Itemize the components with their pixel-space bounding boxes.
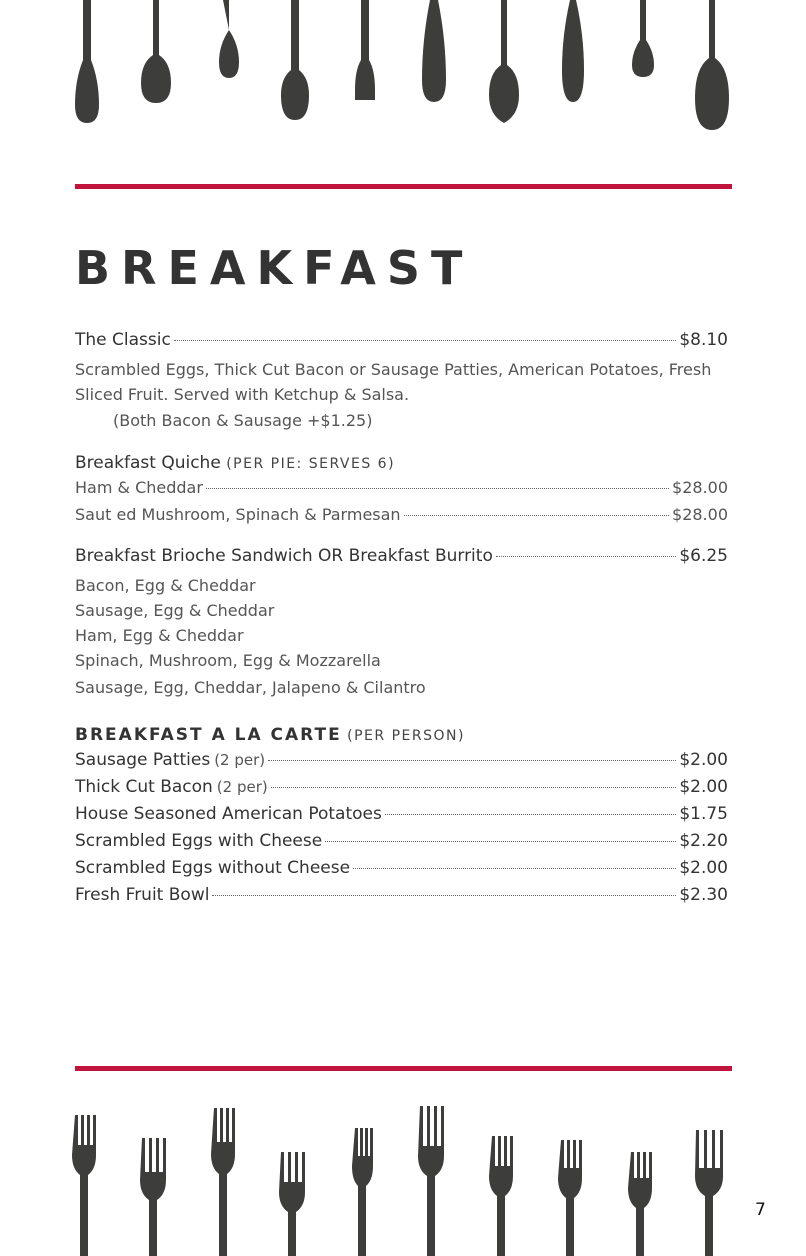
brioche-section [75, 546, 728, 703]
spoon-handle-icon [355, 0, 375, 100]
alacarte-section [75, 721, 728, 912]
spoon-handle-icon [75, 0, 99, 123]
leader-dots [268, 760, 676, 761]
spoon-handle-icon [422, 0, 446, 102]
section-heading [75, 449, 728, 478]
menu-item-alacarte-2 [75, 777, 728, 804]
spoon-handle-icon [489, 0, 519, 123]
item-price: $2.20 [679, 831, 728, 851]
menu-item-classic [75, 330, 728, 357]
spoon-handle-icon [562, 0, 584, 102]
fork-icon [628, 1152, 652, 1256]
forks-decoration [0, 1100, 806, 1256]
brioche-option: Sausage, Egg & Cheddar [75, 601, 275, 620]
item-name: Scrambled Eggs without Cheese [75, 858, 351, 878]
leader-dots [212, 895, 676, 896]
fork-icon [211, 1108, 235, 1256]
top-divider [75, 184, 732, 189]
fork-icon [558, 1140, 582, 1256]
heading-note: (PER PIE: SERVES 6) [226, 456, 396, 472]
menu-item-alacarte-3 [75, 804, 728, 831]
menu-item-alacarte-1 [75, 750, 728, 777]
fork-icon [279, 1152, 305, 1256]
brioche-option: Ham, Egg & Cheddar [75, 626, 244, 645]
fork-icon [140, 1138, 166, 1256]
item-price: $1.75 [679, 804, 728, 824]
heading-note: (PER PERSON) [347, 728, 465, 744]
spoon-handle-icon [141, 0, 171, 103]
spoon-handle-icon [632, 0, 654, 77]
item-name: Sausage Patties [75, 750, 211, 770]
menu-content [75, 330, 728, 926]
fork-icon [489, 1136, 513, 1256]
fork-icon [418, 1106, 444, 1256]
brioche-option: Bacon, Egg & Cheddar [75, 576, 256, 595]
menu-item-quiche-2 [75, 505, 728, 532]
item-note: (2 per) [216, 778, 268, 796]
leader-dots [404, 515, 669, 516]
item-name: Breakfast Brioche Sandwich OR Breakfast Burrito [75, 546, 493, 566]
quiche-section [75, 449, 728, 532]
item-note: (2 per) [214, 751, 266, 769]
fork-icon [72, 1115, 96, 1256]
item-name: Fresh Fruit Bowl [75, 885, 210, 905]
item-description: Scrambled Eggs, Thick Cut Bacon or Sausage Patties, American Potatoes, Fresh [75, 360, 712, 379]
leader-dots [174, 340, 677, 341]
item-name: Saut ed Mushroom, Spinach & Parmesan [75, 505, 401, 524]
item-name: The Classic [75, 330, 171, 350]
leader-dots [385, 814, 676, 815]
item-price: $28.00 [672, 478, 728, 497]
item-price: $6.25 [679, 546, 728, 566]
bottom-divider [75, 1066, 732, 1071]
leader-dots [353, 868, 676, 869]
item-price: $8.10 [679, 330, 728, 350]
spoon-handle-icon [281, 0, 309, 120]
item-name: Scrambled Eggs with Cheese [75, 831, 323, 851]
item-price: $2.00 [679, 858, 728, 878]
classic-section [75, 330, 728, 435]
item-price: $28.00 [672, 505, 728, 524]
menu-item-alacarte-6 [75, 885, 728, 912]
page-title: BREAKFAST [75, 241, 474, 295]
menu-item-alacarte-5 [75, 858, 728, 885]
menu-item-quiche-1 [75, 478, 728, 505]
section-heading [75, 721, 728, 750]
item-name: Ham & Cheddar [75, 478, 203, 497]
brioche-option: Sausage, Egg, Cheddar, Jalapeno & Cilantro [75, 678, 426, 697]
item-price: $2.00 [679, 750, 728, 770]
heading-text: Breakfast Quiche [75, 453, 221, 473]
item-name: Thick Cut Bacon [75, 777, 213, 797]
leader-dots [496, 556, 676, 557]
item-description: Sliced Fruit. Served with Ketchup & Salsa. [75, 385, 410, 404]
spoon-handles-decoration [0, 0, 806, 140]
leader-dots [271, 787, 677, 788]
menu-item-alacarte-4 [75, 831, 728, 858]
item-option: (Both Bacon & Sausage +$1.25) [113, 411, 373, 430]
fork-icon [352, 1128, 373, 1256]
heading-text: BREAKFAST A LA CARTE [75, 725, 342, 745]
fork-icon [695, 1130, 723, 1256]
item-name: House Seasoned American Potatoes [75, 804, 382, 824]
menu-item-brioche [75, 546, 728, 573]
brioche-option: Spinach, Mushroom, Egg & Mozzarella [75, 651, 381, 670]
item-price: $2.30 [679, 885, 728, 905]
leader-dots [206, 488, 669, 489]
page-number: 7 [755, 1200, 766, 1220]
item-price: $2.00 [679, 777, 728, 797]
spoon-handle-icon [695, 0, 729, 130]
spoon-handle-icon [219, 0, 239, 78]
leader-dots [325, 841, 676, 842]
